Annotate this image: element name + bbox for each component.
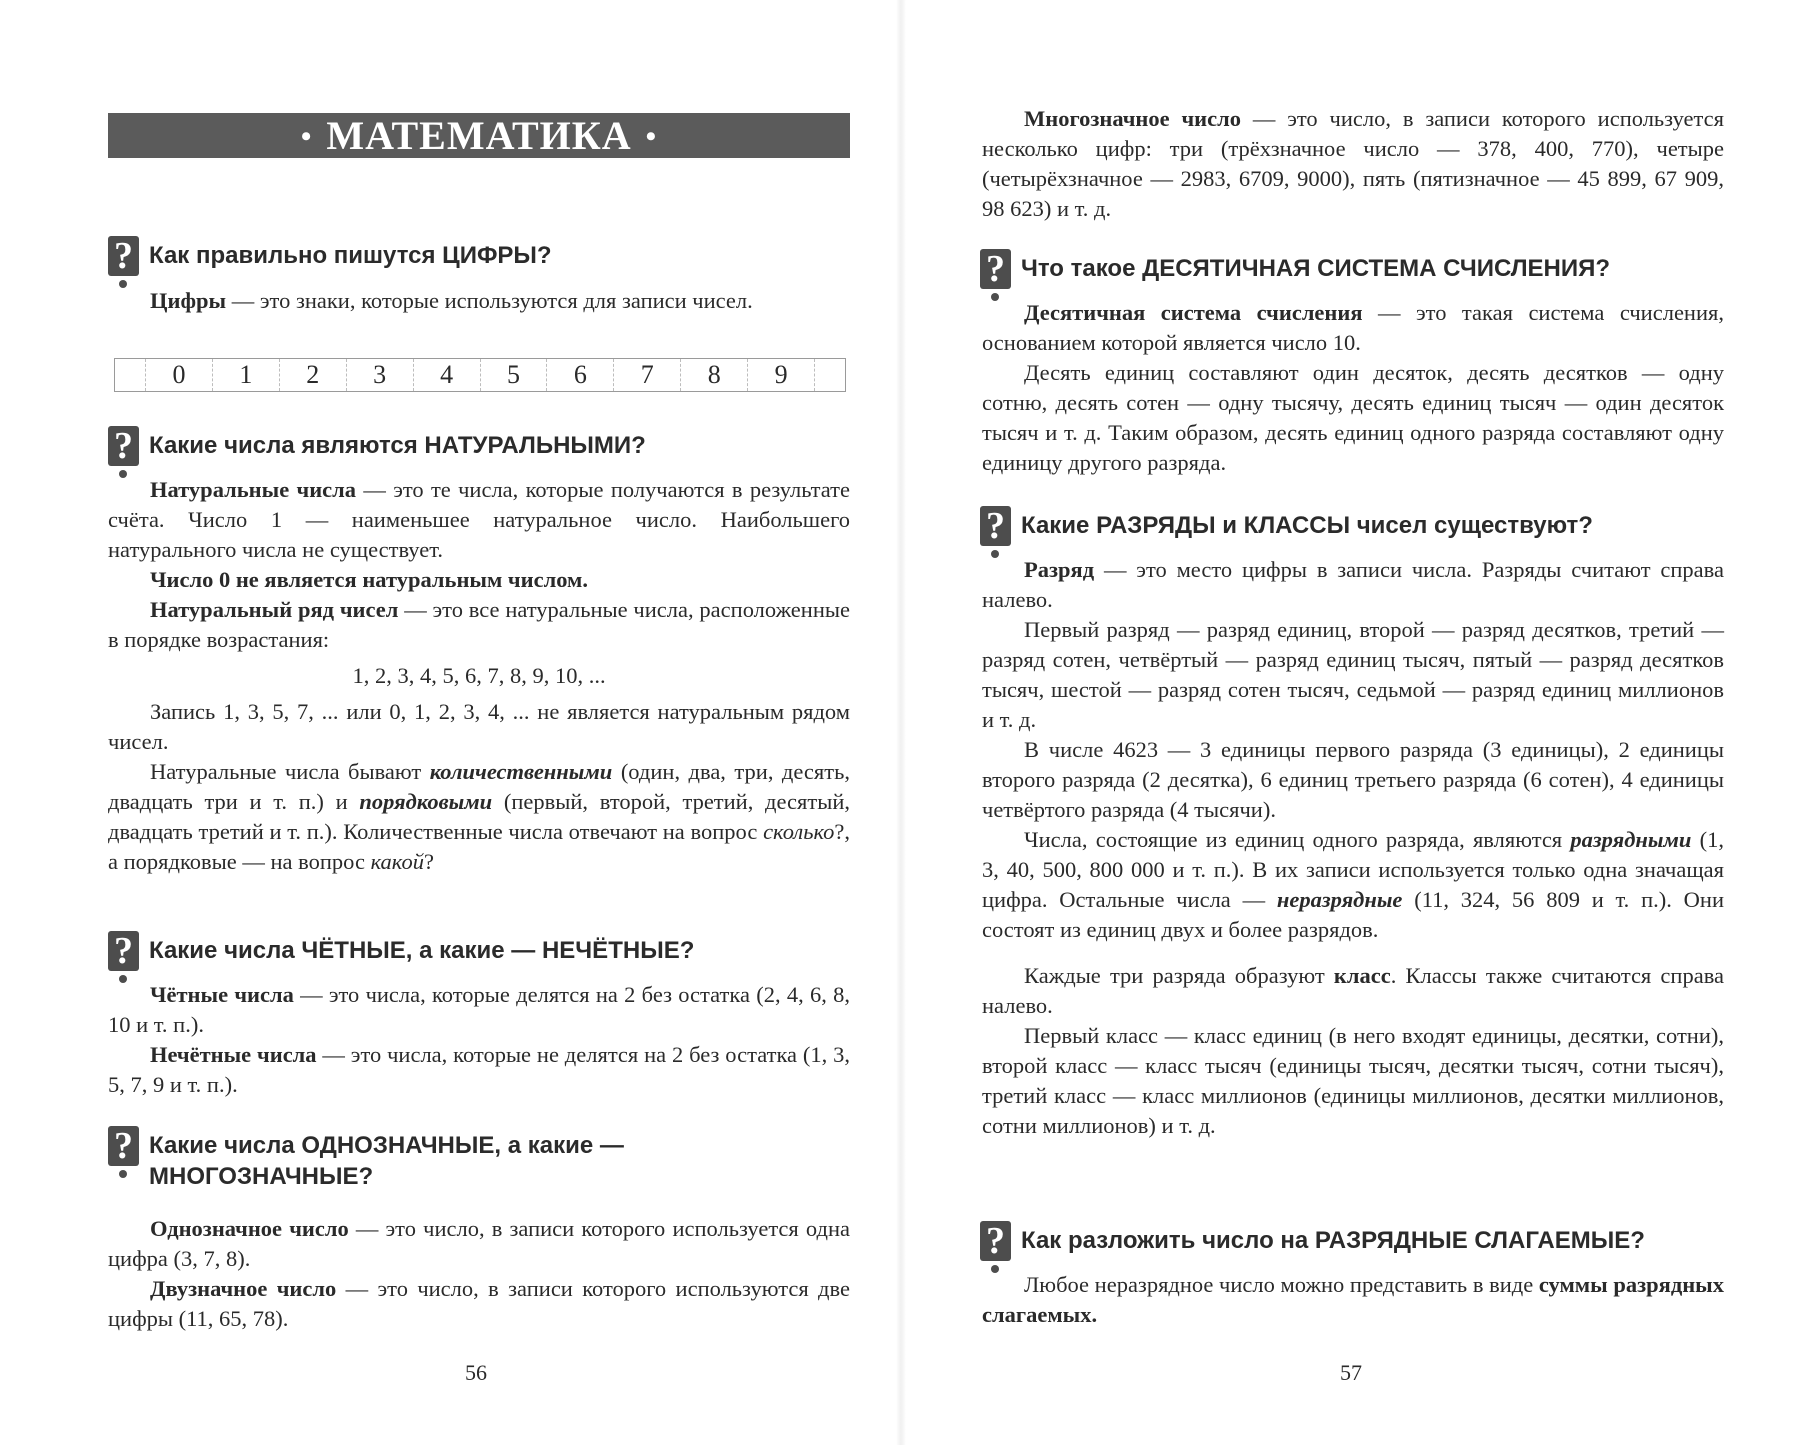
digit-cell: 3 bbox=[347, 359, 414, 391]
question-text: Какие числа ОДНОЗНАЧНЫЕ, а какие — МНОГОЗНАЧНЫЕ? bbox=[149, 1132, 624, 1190]
digit-cell: 5 bbox=[481, 359, 548, 391]
left-page bbox=[0, 0, 900, 1445]
natural-numbers-body bbox=[108, 475, 850, 877]
question-mark-icon: ? bbox=[108, 236, 139, 276]
term: Разряд bbox=[1024, 557, 1095, 582]
question-text: Как разложить число на РАЗРЯДНЫЕ СЛАГАЕМЫЕ? bbox=[1021, 1227, 1645, 1254]
definition-text: — это те числа, которые получаются в результате счёта. Число 1 — наименьшее натуральное число. Наибольшего натурального числа не существует. bbox=[108, 477, 850, 562]
question-mark-icon: ? bbox=[108, 1126, 139, 1166]
paragraph: В числе 4623 — 3 единицы первого разряда (3 единицы), 2 единицы второго разряда (2 десятка), 6 единиц третьего разряда (6 сотен), 4 единицы четвёртого разряда (4 тысячи). bbox=[982, 737, 1724, 822]
multi-digit-intro bbox=[982, 104, 1724, 224]
term: Многозначное число bbox=[1024, 106, 1241, 131]
ranks-classes-body bbox=[982, 555, 1724, 1141]
question-text: Что такое ДЕСЯТИЧНАЯ СИСТЕМА СЧИСЛЕНИЯ? bbox=[1021, 255, 1611, 282]
paragraph: Первый класс — класс единиц (в него входят единицы, десятки, сотни), второй класс — класс тысяч (единицы тысяч, десятки тысяч, сотни тысяч), третий класс — класс миллионов (единицы миллионов, десятки миллионов, сотни миллионов) и т. д. bbox=[982, 1023, 1724, 1138]
digit-cell: 4 bbox=[414, 359, 481, 391]
paragraph: Числа, состоящие из единиц одного разряда, являются разрядными (1, 3, 40, 500, 800 000 и т. п.). В их записи используется только одна значащая цифра. Остальные числа — неразрядные (11, 324, 56 809 и т. п.). Они состоят из единиц двух и более разрядов. bbox=[982, 827, 1724, 942]
question-text: Какие числа являются НАТУРАЛЬНЫМИ? bbox=[149, 432, 646, 459]
bold-statement: Число 0 не является натуральным числом. bbox=[150, 567, 588, 592]
bullet-icon: • bbox=[300, 120, 313, 153]
digits-definition bbox=[108, 286, 850, 316]
question-heading bbox=[108, 1125, 624, 1192]
decimal-system-body bbox=[982, 298, 1724, 478]
paragraph: Каждые три разряда образуют класс. Классы также считаются справа налево. bbox=[982, 963, 1725, 1018]
question-text: Какие РАЗРЯДЫ и КЛАССЫ чисел существуют? bbox=[1021, 512, 1593, 539]
digit-cell: 8 bbox=[681, 359, 748, 391]
section-banner bbox=[108, 113, 850, 158]
question-heading bbox=[108, 235, 552, 277]
digit-cell: 6 bbox=[547, 359, 614, 391]
question-mark-icon: ? bbox=[980, 249, 1011, 289]
page-number: 57 bbox=[1340, 1360, 1362, 1385]
banner-title: МАТЕМАТИКА bbox=[326, 113, 632, 158]
term: Нечётные числа bbox=[150, 1042, 317, 1067]
even-odd-body bbox=[108, 980, 850, 1100]
paragraph: Первый разряд — разряд единиц, второй — разряд десятков, третий — разряд сотен, четвёртый — разряд единиц тысяч, пятый — разряд десятков тысяч, шестой — разряд сотен тысяч, седьмой — разряд единиц миллионов и т. д. bbox=[982, 617, 1724, 732]
definition-text: — это все натуральные числа, расположенные в порядке возрастания: bbox=[108, 597, 850, 652]
definition-text: — это знаки, которые используются для записи чисел. bbox=[226, 288, 753, 313]
digit-cell: 9 bbox=[748, 359, 815, 391]
definition-text: — это число, в записи которого используется несколько цифр: три (трёхзначное число — 378, 400, 770), четыре (четырёхзначное — 2983, 6709, 9000), пять (пятизначное — 45 899, 67 909, 98 623) и т. д. bbox=[982, 106, 1724, 221]
number-series: 1, 2, 3, 4, 5, 6, 7, 8, 9, 10, ... bbox=[352, 663, 606, 688]
question-heading bbox=[108, 425, 646, 467]
digit-cell-blank bbox=[815, 359, 845, 391]
right-page bbox=[900, 0, 1808, 1445]
bullet-icon: • bbox=[645, 120, 658, 153]
term: Чётные числа bbox=[150, 982, 294, 1007]
digits-table bbox=[114, 358, 846, 392]
term: Цифры bbox=[150, 288, 227, 313]
question-heading bbox=[980, 1220, 1645, 1262]
definition-text: — это число, в записи которого используется одна цифра (3, 7, 8). bbox=[108, 1216, 850, 1271]
page-number: 56 bbox=[465, 1360, 487, 1385]
term: Натуральный ряд чисел bbox=[150, 597, 399, 622]
term: Двузначное число bbox=[150, 1276, 337, 1301]
question-mark-icon: ? bbox=[108, 426, 139, 466]
definition-text: — это число, в записи которого используются две цифры (11, 65, 78). bbox=[108, 1276, 850, 1331]
term: Десятичная система счисления bbox=[1024, 300, 1363, 325]
paragraph: Запись 1, 3, 5, 7, ... или 0, 1, 2, 3, 4, ... не является натуральным рядом чисел. bbox=[108, 699, 850, 754]
digit-cell: 2 bbox=[280, 359, 347, 391]
paragraph: Десять единиц составляют один десяток, десять десятков — одну сотню, десять сотен — одну тысячу, десять единиц тысяч — один десяток тысяч и т. д. Таким образом, десять единиц одного разряда составляют одну единицу другого разряда. bbox=[982, 360, 1724, 475]
term: Натуральные числа bbox=[150, 477, 357, 502]
question-mark-icon: ? bbox=[980, 1221, 1011, 1261]
question-heading bbox=[108, 930, 695, 972]
definition-text: — это такая система счисления, основанием которой является число 10. bbox=[982, 300, 1724, 355]
paragraph: Натуральные числа бывают количественными (один, два, три, десять, двадцать три и т. п.) и порядковыми (первый, второй, третий, десятый, двадцать третий и т. п.). Количественные числа отвечают на вопрос сколько?, а порядковые — на вопрос какой? bbox=[108, 759, 850, 874]
definition-text: — это числа, которые не делятся на 2 без остатка (1, 3, 5, 7, 9 и т. п.). bbox=[108, 1042, 851, 1097]
definition-text: — это числа, которые делятся на 2 без остатка (2, 4, 6, 8, 10 и т. п.). bbox=[108, 982, 850, 1037]
paragraph: Любое неразрядное число можно представить в виде суммы разрядных слагаемых. bbox=[982, 1272, 1724, 1327]
question-heading bbox=[980, 248, 1611, 290]
question-heading bbox=[980, 505, 1593, 547]
digit-cell: 1 bbox=[213, 359, 280, 391]
term: Однозначное число bbox=[150, 1216, 349, 1241]
digit-cell: 0 bbox=[146, 359, 213, 391]
place-value-body bbox=[982, 1270, 1724, 1330]
digit-count-body bbox=[108, 1214, 850, 1334]
digit-cell: 7 bbox=[614, 359, 681, 391]
digit-cell-blank bbox=[115, 359, 146, 391]
definition-text: — это место цифры в записи числа. Разряды считают справа налево. bbox=[982, 557, 1724, 612]
question-text: Какие числа ЧЁТНЫЕ, а какие — НЕЧЁТНЫЕ? bbox=[149, 937, 695, 964]
question-text: Как правильно пишутся ЦИФРЫ? bbox=[149, 242, 552, 269]
question-mark-icon: ? bbox=[108, 931, 139, 971]
question-mark-icon: ? bbox=[980, 506, 1011, 546]
